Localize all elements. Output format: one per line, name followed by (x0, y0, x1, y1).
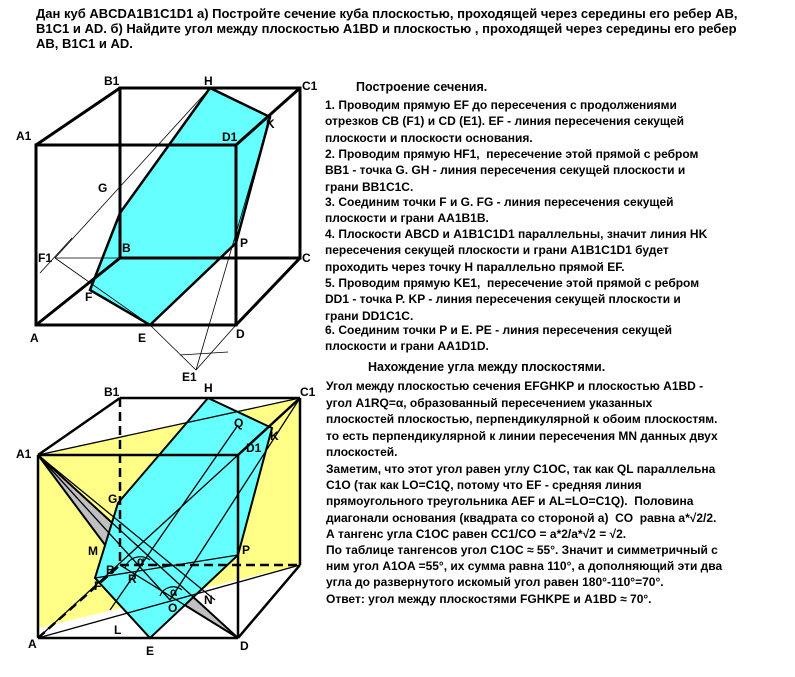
construction-title: Построение сечения. (356, 80, 488, 94)
label2-F: F (94, 579, 102, 593)
label2-B: B (106, 563, 115, 577)
label2-alpha-1: α (137, 554, 145, 568)
angle-paragraph-1: Угол между плоскостью сечения EFGHKP и плоскостью A1BD - угол A1RQ=α, образованный пересечением указанных плоскостей плоскостью, перпендикулярной к обоим плоскостям. то есть перпендикулярной к линии пересечения MN данных двух плоскостей. (326, 379, 718, 460)
section-polygon-2 (95, 398, 272, 638)
construction-step-1: 1. Проводим прямую EF до пересечения с продолжениями отрезков CB (F1) и CD (E1). EF - линия пересечения секущей плоскости и плоскости основания. (325, 98, 685, 145)
section-polygon-1 (90, 88, 270, 325)
figure-1-cube (16, 74, 318, 384)
label2-P: P (242, 543, 251, 557)
label-D1: D1 (222, 130, 238, 144)
label2-H: H (204, 381, 213, 395)
problem-line-3: AB, B1C1 и AD. (36, 36, 133, 51)
label2-A1: A1 (16, 447, 32, 461)
angle-paragraph-2: Заметим, что этот угол равен углу C1OC, так как QL параллельна C1O (так как LO=C1Q, потому что EF - средняя линия прямоугольного треугольника AEF и AL=LO=C1Q). Половина диагонали основания (квадрата со стороной а) CO равна a*√2/2. А тангенс угла C1OC равен CC1/CO = a*2/a*√2 = √2. По таблице тангенсов угол C1OC ≈ 55°. Значит и симметричный с ним угол A1OA =55°, их сумма равна 110°, а дополняющий эти два угла до развернутого искомый угол равен 180°-110°=70°. Ответ: угол между плоскостями FGHKPE и A1BD ≈ 70°. (326, 462, 723, 606)
label-P: P (240, 236, 249, 250)
label-B: B (122, 241, 131, 255)
label-E1: E1 (182, 370, 197, 384)
angle-title: Нахождение угла между плоскостями. (368, 360, 606, 374)
problem-line-2: B1C1 и AD. б) Найдите угол между плоскостью A1BD и плоскостью , проходящей через середины его ребер (36, 21, 737, 36)
label2-E: E (146, 644, 155, 658)
label2-Q: Q (234, 416, 244, 430)
label-D: D (236, 327, 245, 341)
label-C: C (302, 251, 311, 265)
label2-K: K (270, 429, 279, 443)
label2-C1: C1 (300, 385, 316, 399)
label2-R: R (128, 572, 137, 586)
construction-step-3: 3. Соединим точки F и G. FG - линия пересечения секущей плоскости и грани AA1B1B. (325, 195, 674, 226)
label-A: A (30, 331, 39, 345)
label2-L: L (114, 623, 122, 637)
label-F1: F1 (38, 251, 53, 265)
label2-O: O (168, 601, 178, 615)
label-H: H (204, 74, 213, 88)
label-A1: A1 (16, 129, 32, 143)
label-C1: C1 (302, 79, 318, 93)
label2-D1: D1 (246, 441, 262, 455)
construction-step-4: 4. Плоскости ABCD и A1B1C1D1 параллельны, значит линия HK пересечения секущей плоскости и грани A1B1C1D1 будет проходить через точку H параллельно прямой EF. (325, 227, 708, 274)
label2-N: N (204, 593, 213, 607)
label-K: K (266, 117, 275, 131)
construction-step-6: 6. Соединим точки P и E. PE - линия пересечения секущей плоскости и грани AA1D1D. (325, 323, 673, 354)
label2-alpha-2: α (170, 585, 178, 599)
label2-G: G (108, 492, 118, 506)
label2-A: A (28, 637, 37, 651)
label-B1: B1 (104, 74, 120, 88)
label2-B1: B1 (104, 385, 120, 399)
construction-step-2: 2. Проводим прямую HF1, пересечение этой прямой с ребром BB1 - точка G. GH - линия пересечения секущей плоскости и грани BB1C1C. (325, 147, 699, 194)
label-G: G (98, 181, 108, 195)
figure-2-cube (16, 381, 316, 658)
label-E: E (138, 331, 147, 345)
label2-D: D (240, 639, 249, 653)
construction-step-5: 5. Проводим прямую KE1, пересечение этой прямой с ребром DD1 - точка P. KP - линия пересечения секущей плоскости и грани DD1C1C. (325, 276, 700, 323)
label-F: F (85, 290, 93, 304)
problem-line-1: Дан куб ABCDA1B1C1D1 а) Постройте сечение куба плоскостью, проходящей через середины его ребер AB, (36, 6, 738, 21)
label2-M: M (88, 544, 98, 558)
